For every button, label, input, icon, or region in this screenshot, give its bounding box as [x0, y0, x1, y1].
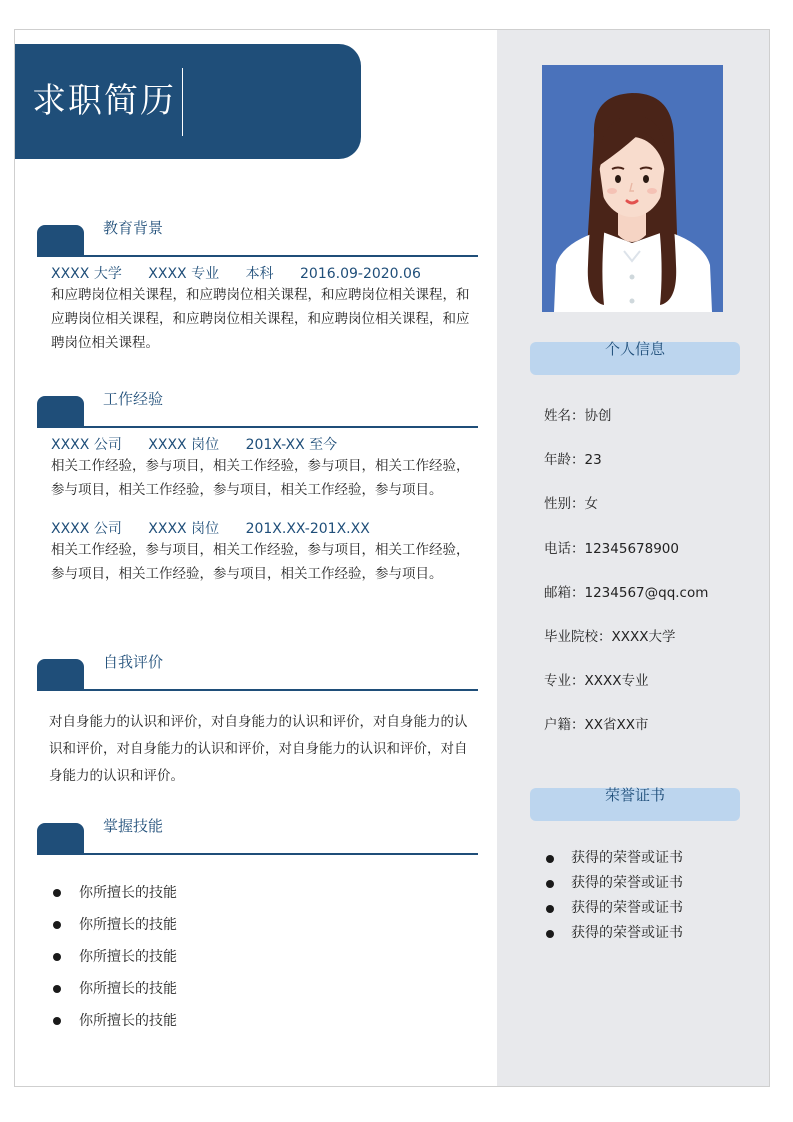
skill-text: 你所擅长的技能 [79, 981, 177, 997]
title-divider [182, 68, 183, 136]
section-rule [84, 853, 478, 855]
page-title: 求职简历 [32, 81, 176, 121]
bullet-icon [546, 855, 554, 863]
list-item [51, 973, 478, 1005]
honors-title: 荣誉证书 [604, 786, 665, 804]
work-entry-meta [37, 518, 478, 538]
sidebar [497, 30, 770, 1087]
work-period: 201X-XX 至今 [245, 437, 338, 453]
self-eval-text: 对自身能力的认识和评价，对自身能力的认识和评价，对自身能力的认识和评价，对自身能力的认识和评价，对自身能力的认识和评价，对自身能力的认识和评价。 [49, 714, 468, 784]
company-name: XXXX 公司 [51, 521, 122, 537]
study-period: 2016.09-2020.06 [300, 266, 421, 282]
section-rule [84, 426, 478, 428]
honor-text: 获得的荣誉或证书 [571, 925, 683, 941]
section-rule [84, 689, 478, 691]
info-email: 邮箱：1234567@qq.com [544, 584, 709, 601]
bullet-icon [53, 1017, 61, 1025]
work-section [37, 390, 478, 586]
self-eval-section [37, 653, 478, 790]
skill-text: 你所擅长的技能 [79, 949, 177, 965]
bullet-icon [546, 905, 554, 913]
bullet-icon [546, 930, 554, 938]
list-item [544, 921, 683, 946]
honor-text: 获得的荣誉或证书 [571, 900, 683, 916]
profile-photo [542, 65, 723, 312]
personal-info-header [530, 342, 740, 375]
info-hometown: 户籍：XX省XX市 [544, 717, 649, 734]
work-title: 工作经验 [103, 390, 164, 408]
info-name: 姓名：协创 [544, 408, 612, 424]
info-school: 毕业院校：XXXX大学 [544, 629, 676, 646]
honor-text: 获得的荣誉或证书 [571, 875, 683, 891]
self-eval-title: 自我评价 [103, 653, 164, 671]
skills-list [37, 877, 478, 1037]
honors-list [544, 846, 683, 946]
skills-title: 掌握技能 [103, 817, 164, 835]
section-tab [37, 396, 84, 428]
title-banner [14, 44, 361, 159]
list-item [544, 871, 683, 896]
skills-section [37, 817, 478, 1037]
major-name: XXXX 专业 [148, 266, 220, 282]
section-header [37, 390, 478, 428]
list-item [51, 941, 478, 973]
bullet-icon [53, 889, 61, 897]
section-tab [37, 823, 84, 855]
bullet-icon [53, 953, 61, 961]
list-item [51, 877, 478, 909]
work-entry-description: 相关工作经验，参与项目，相关工作经验，参与项目，相关工作经验，参与项目，相关工作经验，参与项目，相关工作经验，参与项目。 [51, 458, 470, 498]
avatar-illustration [542, 65, 723, 312]
list-item [51, 909, 478, 941]
skill-text: 你所擅长的技能 [79, 885, 177, 901]
section-header [37, 817, 478, 855]
bullet-icon [53, 985, 61, 993]
section-rule [84, 255, 478, 257]
personal-info-list [544, 394, 708, 748]
honors-header [530, 788, 740, 821]
degree: 本科 [245, 266, 274, 282]
bullet-icon [546, 880, 554, 888]
list-item [544, 896, 683, 921]
company-name: XXXX 公司 [51, 437, 122, 453]
list-item [544, 846, 683, 871]
education-section [37, 219, 478, 355]
work-entry-meta [37, 434, 478, 454]
skill-text: 你所擅长的技能 [79, 917, 177, 933]
personal-info-title: 个人信息 [604, 340, 665, 358]
section-header [37, 653, 478, 691]
bullet-icon [53, 921, 61, 929]
section-tab [37, 659, 84, 691]
info-gender: 性别：女 [544, 496, 598, 513]
work-entry-description: 相关工作经验，参与项目，相关工作经验，参与项目，相关工作经验，参与项目，相关工作经验，参与项目，相关工作经验，参与项目。 [51, 542, 470, 582]
education-meta [37, 263, 478, 283]
job-position: XXXX 岗位 [148, 521, 220, 537]
info-major: 专业：XXXX专业 [544, 673, 649, 690]
education-title: 教育背景 [103, 219, 164, 237]
resume-page [14, 29, 770, 1087]
info-phone: 电话：12345678900 [544, 540, 679, 557]
section-tab [37, 225, 84, 257]
school-name: XXXX 大学 [51, 266, 122, 282]
job-position: XXXX 岗位 [148, 437, 220, 453]
work-period: 201X.XX-201X.XX [245, 521, 370, 537]
section-header [37, 219, 478, 257]
info-age: 年龄：23 [544, 452, 602, 469]
list-item [51, 1005, 478, 1037]
education-description: 和应聘岗位相关课程，和应聘岗位相关课程，和应聘岗位相关课程，和应聘岗位相关课程，和应聘岗位相关课程，和应聘岗位相关课程，和应聘岗位相关课程。 [51, 287, 470, 351]
honor-text: 获得的荣誉或证书 [571, 850, 683, 866]
skill-text: 你所擅长的技能 [79, 1013, 177, 1029]
